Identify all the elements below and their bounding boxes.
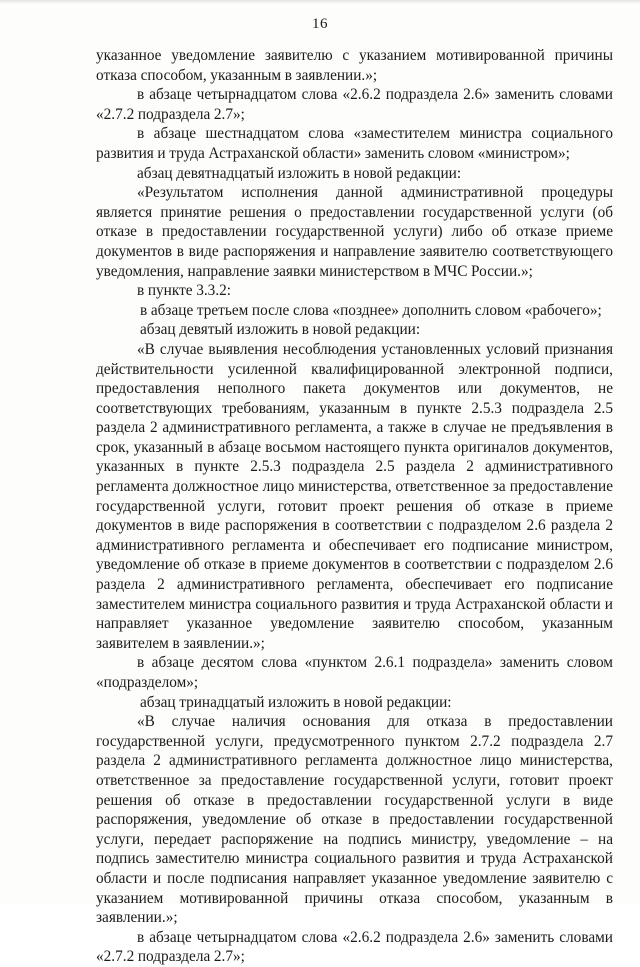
- paragraph-amendment-19: абзац девятнадцатый изложить в новой редакции:: [137, 164, 462, 182]
- paragraph-continuation: указанное уведомление заявителю с указанием мотивированной причины отказа способом, указанным в заявлении.»;: [96, 47, 613, 84]
- paragraph-quoted-denial: «В случае наличия основания для отказа в предоставлении государственной услуги, предусмотренного пунктом 2.7.2 подраздела 2.7 раздела 2 административного регламента должностное лицо министерства, ответственное за предоставление государственной услуги, готовит проект решения об отказе в предоставлении государственной услуги в виде распоряжения, уведомление об отказе в предоставлении государственной услуги, передает распоряжение на подпись министру, уведомление – на подпись заместителю министра социального развития и труда Астраханской области и после подписания направляет указанное уведомление заявителю с указанием мотивированной причины отказа способом, указанным в заявлении.»;: [96, 713, 613, 927]
- paragraph-amendment-thirteenth: абзац тринадцатый изложить в новой редакции:: [140, 693, 452, 711]
- document-body: [96, 46, 613, 967]
- paragraph-quoted-result: «Результатом исполнения данной административной процедуры является принятие решения о предоставлении государственной услуги (об отказе в предоставлении государственной услуги) либо об отказе приеме документов в виде распоряжения и направление заявителю соответствующего уведомления, направление заявки министерством в МЧС России.»;: [96, 184, 613, 280]
- paragraph-amendment-ninth: абзац девятый изложить в новой редакции:: [140, 321, 421, 339]
- paragraph-amendment-14: в абзаце четырнадцатом слова «2.6.2 подраздела 2.6» заменить словами «2.7.2 подраздела 2.7»;: [96, 86, 613, 123]
- paragraph-amendment-third: в абзаце третьем после слова «позднее» дополнить словом «рабочего»;: [140, 301, 602, 319]
- paragraph-quoted-refusal: «В случае выявления несоблюдения установленных условий признания действительности усиленной квалифицированной электронной подписи, предоставления неполного пакета документов или документов, не соответствующих требованиям, указанным в пункте 2.5.3 подраздела 2.5 раздела 2 административного регламента, а также в случае не предъявления в срок, указанный в абзаце восьмом настоящего пункта оригиналов документов, указанных в пункте 2.5.3 подраздела 2.5 раздела 2 административного регламента должностное лицо министерства, ответственное за предоставление государственной услуги, готовит проект решения об отказе в приеме документов в виде распоряжения в соответствии с подразделом 2.6 раздела 2 административного регламента и обеспечивает его подписание министром, уведомление об отказе в приеме документов в соответствии с подразделом 2.6 раздела 2 административного регламента, обеспечивает его подписание заместителем министра социального развития и труда Астраханской области и направляет указанное уведомление заявителю способом, указанным заявителем в заявлении.»;: [96, 340, 613, 652]
- paragraph-item-3-3-2: в пункте 3.3.2:: [137, 282, 232, 300]
- paragraph-amendment-16: в абзаце шестнадцатом слова «заместителем министра социального развития и труда Астраханской области» заменить словом «министром»;: [96, 125, 613, 162]
- paragraph-amendment-fourteenth: в абзаце четырнадцатом слова «2.6.2 подраздела 2.6» заменить словами «2.7.2 подраздела 2.7»;: [96, 928, 613, 966]
- page-number: 16: [312, 16, 328, 32]
- paragraph-amendment-tenth: в абзаце десятом слова «пунктом 2.6.1 подраздела» заменить словом «подразделом»;: [96, 654, 613, 691]
- scan-top-edge: [0, 0, 640, 4]
